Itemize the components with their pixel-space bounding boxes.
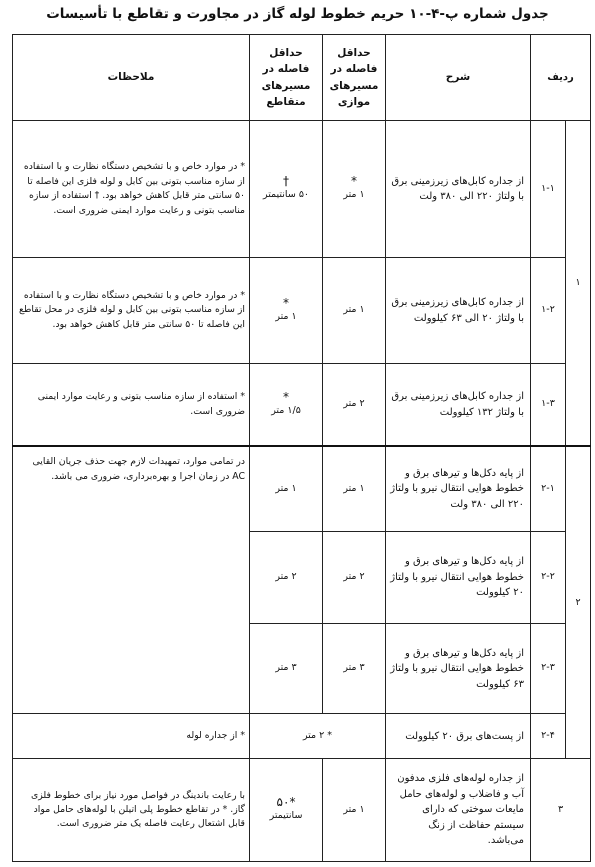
row-notes: * استفاده از سازه مناسب بتونی و رعایت موارد ایمنی ضروری است. [13,363,250,446]
row-notes: * در موارد خاص و با تشخیص دستگاه نظارت و با استفاده از سازه مناسب بتونی بین کابل و لوله فلزی این فاصله تا ۵۰ سانتی متر قابل کاهش خواهد بود. † استفاده از سازه مناسب بتونی و رعایت موارد ایمنی ضروری است. [13,121,250,258]
header-description: شرح [386,35,531,121]
crossing-distance: ۱ متر [275,310,297,322]
crossing-distance-cell [250,121,323,258]
parallel-distance-cell [323,258,386,364]
row-description: از جداره کابل‌های زیرزمینی برق با ولتاژ ۲۰ الی ۶۳ کیلوولت [386,258,531,364]
row-description: از جداره کابل‌های زیرزمینی برق با ولتاژ ۲۲۰ الی ۳۸۰ ولت [386,121,531,258]
parallel-distance: ۲ متر [343,398,365,410]
asterisk-symbol: *۵۰ [276,795,296,810]
crossing-distance: ۱ متر [250,446,323,531]
parallel-distance: ۱ متر [323,759,386,862]
row-notes: با رعایت باندینگ در فواصل مورد نیاز برای خطوط فلزی گاز. * در تقاطع خطوط پلی اتیلن با لوله‌های حامل مواد قابل اشتعال رعایت فاصله یک متر ضروری است. [13,759,250,862]
row-sub-number: ۱-۲ [531,258,566,364]
dagger-symbol: † [283,174,289,189]
row-description: از پست‌های برق ۲۰ کیلوولت [386,714,531,759]
asterisk-symbol: * [283,295,289,310]
row-group-number: ۳ [531,759,591,862]
row-description: از جداره لوله‌های فلزی مدفون آب و فاضلاب و لوله‌های حامل مایعات سوختی که دارای سیستم حفاظت از زنگ می‌باشد. [386,759,531,862]
header-notes: ملاحظات [13,35,250,121]
parallel-distance-cell [323,121,386,258]
crossing-distance-cell [250,759,323,862]
parallel-distance: ۱ متر [343,304,365,316]
asterisk-symbol: * [351,174,357,189]
crossing-distance: ۵۰ سانتیمتر [262,189,310,201]
row-sub-number: ۲-۱ [531,446,566,531]
row-sub-number: ۱-۳ [531,363,566,446]
merged-distance: * ۲ متر [250,714,386,759]
row-notes: در تمامی موارد، تمهیدات لازم جهت حذف جریان القایی AC در زمان اجرا و بهره‌برداری، ضروری می باشد. [13,446,250,713]
row-sub-number: ۱-۱ [531,121,566,258]
row-group-number: ۲ [566,446,591,759]
parallel-distance: ۱ متر [323,446,386,531]
crossing-distance-cell [250,363,323,446]
parallel-distance: ۲ متر [323,531,386,623]
crossing-distance: ۳ متر [250,624,323,714]
row-notes: * در موارد خاص و با تشخیص دستگاه نظارت و با استفاده از سازه مناسب بتونی بین کابل و لوله فلزی در محل تقاطع این فاصله تا ۵۰ سانتی متر قابل کاهش خواهد بود. [13,258,250,364]
header-row-number: ردیف [531,35,591,121]
row-sub-number: ۲-۲ [531,531,566,623]
asterisk-symbol: * [283,389,289,404]
parallel-distance: ۱ متر [343,189,365,201]
parallel-distance: ۳ متر [323,624,386,714]
table-title: جدول شماره پ-۴-۱۰ حریم خطوط لوله گاز در مجاورت و تقاطع با تأسیسات [46,6,549,22]
row-sub-number: ۲-۳ [531,624,566,714]
row-sub-number: ۲-۴ [531,714,566,759]
parallel-distance-cell [323,363,386,446]
header-parallel: حداقل فاصله در مسیرهای موازی [323,35,386,121]
row-description: از پایه دکل‌ها و تیرهای برق و خطوط هوایی انتقال نیرو با ولتاژ ۲۰ کیلوولت [386,531,531,623]
crossing-distance-cell [250,258,323,364]
row-notes: * از جداره لوله [13,714,250,759]
crossing-distance: سانتیمتر [269,810,303,822]
row-description: از جداره کابل‌های زیرزمینی برق با ولتاژ ۱۳۲ کیلوولت [386,363,531,446]
crossing-distance: ۲ متر [250,531,323,623]
row-group-number: ۱ [566,121,591,447]
gas-pipeline-clearance-table [12,34,591,862]
header-crossing: حداقل فاصله در مسیرهای متقاطع [250,35,323,121]
row-description: از پایه دکل‌ها و تیرهای برق و خطوط هوایی انتقال نیرو با ولتاژ ۲۲۰ الی ۳۸۰ ولت [386,446,531,531]
row-description: از پایه دکل‌ها و تیرهای برق و خطوط هوایی انتقال نیرو با ولتاژ ۶۳ کیلوولت [386,624,531,714]
crossing-distance: ۱/۵ متر [271,404,301,416]
